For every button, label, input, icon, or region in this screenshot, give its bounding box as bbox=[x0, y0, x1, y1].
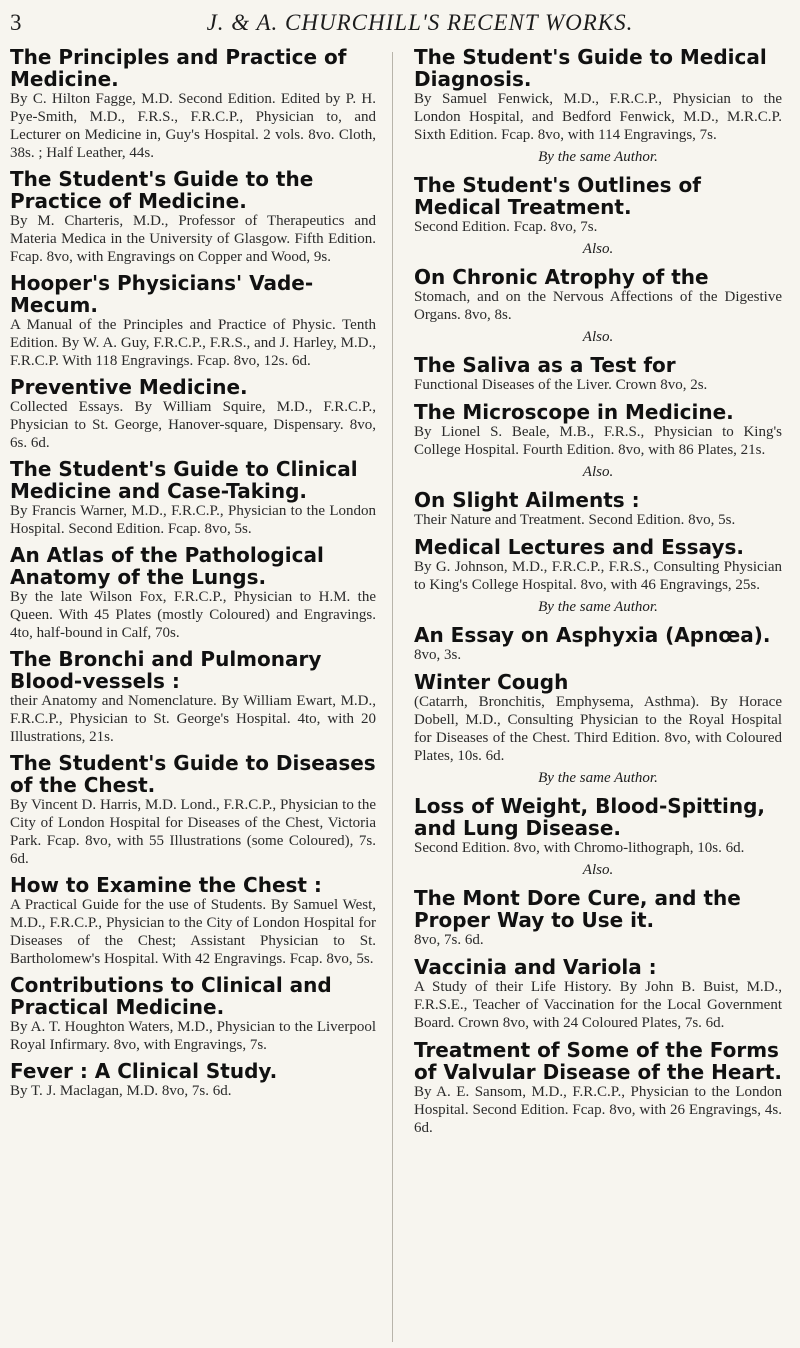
author-note: By the same Author. bbox=[538, 599, 658, 615]
book-title: Winter Cough bbox=[414, 670, 569, 694]
book-entry bbox=[414, 489, 782, 529]
book-description: By G. Johnson, M.D., F.R.C.P., F.R.S., Consulting Physician to King's College Hospital. 8vo, with 46 Engravings, 25s. bbox=[414, 559, 782, 593]
book-title: Preventive Medicine. bbox=[10, 375, 248, 399]
book-title: Loss of Weight, Blood-Spitting, and Lung Disease. bbox=[414, 794, 766, 840]
book-description: 8vo, 7s. 6d. bbox=[414, 932, 484, 948]
book-entry bbox=[10, 752, 376, 868]
author-note: Also. bbox=[582, 862, 614, 878]
author-note: By the same Author. bbox=[538, 770, 658, 786]
book-title: On Chronic Atrophy of the bbox=[414, 265, 709, 289]
book-description: Second Edition. Fcap. 8vo, 7s. bbox=[414, 219, 598, 235]
book-title: The Saliva as a Test for bbox=[414, 353, 676, 377]
book-entry bbox=[10, 168, 376, 266]
book-description: 8vo, 3s. bbox=[414, 647, 462, 663]
book-entry bbox=[414, 354, 782, 394]
page-number: 3 bbox=[10, 10, 23, 35]
right-column bbox=[414, 46, 782, 1144]
book-entry bbox=[414, 174, 782, 259]
book-title: The Bronchi and Pulmonary Blood-vessels : bbox=[10, 647, 322, 693]
book-title: The Student's Guide to the Practice of Medicine. bbox=[10, 167, 314, 213]
book-description: Their Nature and Treatment. Second Edition. 8vo, 5s. bbox=[414, 512, 736, 528]
author-note: Also. bbox=[582, 464, 614, 480]
book-entry bbox=[10, 272, 376, 370]
book-entry bbox=[414, 887, 782, 949]
book-entry bbox=[10, 648, 376, 746]
book-entry bbox=[414, 671, 782, 788]
book-description: Stomach, and on the Nervous Affections of the Digestive Organs. 8vo, 8s. bbox=[414, 289, 782, 323]
book-title: The Student's Guide to Medical Diagnosis. bbox=[414, 45, 767, 91]
book-entry bbox=[414, 1039, 782, 1137]
book-entry bbox=[10, 874, 376, 968]
book-entry bbox=[414, 795, 782, 880]
author-note: Also. bbox=[582, 241, 614, 257]
book-title: How to Examine the Chest : bbox=[10, 873, 322, 897]
book-entry bbox=[10, 974, 376, 1054]
book-description: (Catarrh, Bronchitis, Emphysema, Asthma). By Horace Dobell, M.D., Consulting Physician to the Royal Hospital for Diseases of the Chest. Third Edition. 8vo, with Coloured Plates, 10s. 6d. bbox=[414, 694, 782, 764]
book-description: A Practical Guide for the use of Students. By Samuel West, M.D., F.R.C.P., Physician to the City of London Hospital for Diseases of the Chest; Assistant Physician to St. Bartholomew's Hospital. With 42 Engravings. Fcap. 8vo, 5s. bbox=[10, 897, 376, 967]
book-entry bbox=[414, 46, 782, 167]
author-note: By the same Author. bbox=[538, 149, 658, 165]
book-description: By Lionel S. Beale, M.B., F.R.S., Physician to King's College Hospital. Fourth Edition. 8vo, with 86 Plates, 21s. bbox=[414, 424, 782, 458]
book-entry bbox=[414, 624, 782, 664]
book-description: By M. Charteris, M.D., Professor of Therapeutics and Materia Medica in the University of Glasgow. Fifth Edition. Fcap. 8vo, with Engravings on Copper and Wood, 9s. bbox=[10, 213, 376, 265]
running-head bbox=[0, 6, 800, 40]
book-description: By C. Hilton Fagge, M.D. Second Edition. Edited by P. H. Pye-Smith, M.D., F.R.S., F.R.C.P., Physician to, and Lecturer on Medicine in, Guy's Hospital. 2 vols. 8vo. Cloth, 38s. ; Half Leather, 44s. bbox=[10, 91, 376, 161]
book-description: By T. J. Maclagan, M.D. 8vo, 7s. 6d. bbox=[10, 1083, 232, 1099]
book-description: A Manual of the Principles and Practice of Physic. Tenth Edition. By W. A. Guy, F.R.C.P., F.R.S., and J. Harley, M.D., F.R.C.P. With 118 Engravings. Fcap. 8vo, 12s. 6d. bbox=[10, 317, 376, 369]
book-description: A Study of their Life History. By John B. Buist, M.D., F.R.S.E., Teacher of Vaccination for the Local Government Board. Crown 8vo, with 24 Coloured Plates, 7s. 6d. bbox=[414, 979, 782, 1031]
book-entry bbox=[10, 46, 376, 162]
book-title: Treatment of Some of the Forms of Valvular Disease of the Heart. bbox=[414, 1038, 782, 1084]
book-title: The Student's Guide to Clinical Medicine and Case-Taking. bbox=[10, 457, 358, 503]
book-title: Hooper's Physicians' Vade-Mecum. bbox=[10, 271, 314, 317]
book-description: Collected Essays. By William Squire, M.D., F.R.C.P., Physician to St. George, Hanover-square, Dispensary. 8vo, 6s. 6d. bbox=[10, 399, 376, 451]
book-title: On Slight Ailments : bbox=[414, 488, 640, 512]
book-description: By A. T. Houghton Waters, M.D., Physician to the Liverpool Royal Infirmary. 8vo, with Engravings, 7s. bbox=[10, 1019, 376, 1053]
book-entry bbox=[414, 956, 782, 1032]
book-title: An Atlas of the Pathological Anatomy of the Lungs. bbox=[10, 543, 324, 589]
book-description: By A. E. Sansom, M.D., F.R.C.P., Physician to the London Hospital. Second Edition. Fcap. 8vo, with 26 Engravings, 4s. 6d. bbox=[414, 1084, 782, 1136]
book-entry bbox=[10, 458, 376, 538]
book-description: By Francis Warner, M.D., F.R.C.P., Physician to the London Hospital. Second Edition. Fcap. 8vo, 5s. bbox=[10, 503, 376, 537]
author-note: Also. bbox=[582, 329, 614, 345]
book-entry bbox=[10, 376, 376, 452]
book-title: The Student's Outlines of Medical Treatment. bbox=[414, 173, 701, 219]
column-rule bbox=[392, 52, 393, 1342]
book-entry bbox=[10, 1060, 376, 1100]
book-entry bbox=[414, 401, 782, 482]
left-column bbox=[10, 46, 376, 1106]
book-description: By Samuel Fenwick, M.D., F.R.C.P., Physician to the London Hospital, and Bedford Fenwick, M.D., M.R.C.P. Sixth Edition. Fcap. 8vo, with 114 Engravings, 7s. bbox=[414, 91, 782, 143]
book-description: their Anatomy and Nomenclature. By William Ewart, M.D., F.R.C.P., Physician to St. George's Hospital. 4to, with 20 Illustrations, 21s. bbox=[10, 693, 376, 745]
book-title: The Microscope in Medicine. bbox=[414, 400, 734, 424]
book-title: An Essay on Asphyxia (Apnœa). bbox=[414, 623, 771, 647]
book-title: Vaccinia and Variola : bbox=[414, 955, 657, 979]
running-title: J. & A. CHURCHILL'S RECENT WORKS. bbox=[206, 10, 634, 35]
book-title: Contributions to Clinical and Practical Medicine. bbox=[10, 973, 332, 1019]
book-title: The Mont Dore Cure, and the Proper Way to Use it. bbox=[414, 886, 741, 932]
book-description: Functional Diseases of the Liver. Crown 8vo, 2s. bbox=[414, 377, 708, 393]
book-description: Second Edition. 8vo, with Chromo-lithograph, 10s. 6d. bbox=[414, 840, 745, 856]
book-description: By the late Wilson Fox, F.R.C.P., Physician to H.M. the Queen. With 45 Plates (mostly Coloured) and Engravings. 4to, half-bound in Calf, 70s. bbox=[10, 589, 376, 641]
book-entry bbox=[10, 544, 376, 642]
book-title: Medical Lectures and Essays. bbox=[414, 535, 744, 559]
book-title: The Student's Guide to Diseases of the Chest. bbox=[10, 751, 376, 797]
book-title: Fever : A Clinical Study. bbox=[10, 1059, 278, 1083]
book-entry bbox=[414, 536, 782, 617]
book-title: The Principles and Practice of Medicine. bbox=[10, 45, 347, 91]
book-description: By Vincent D. Harris, M.D. Lond., F.R.C.P., Physician to the City of London Hospital for Diseases of the Chest, Victoria Park. Fcap. 8vo, with 55 Illustrations (some Coloured), 7s. 6d. bbox=[10, 797, 376, 867]
book-entry bbox=[414, 266, 782, 347]
